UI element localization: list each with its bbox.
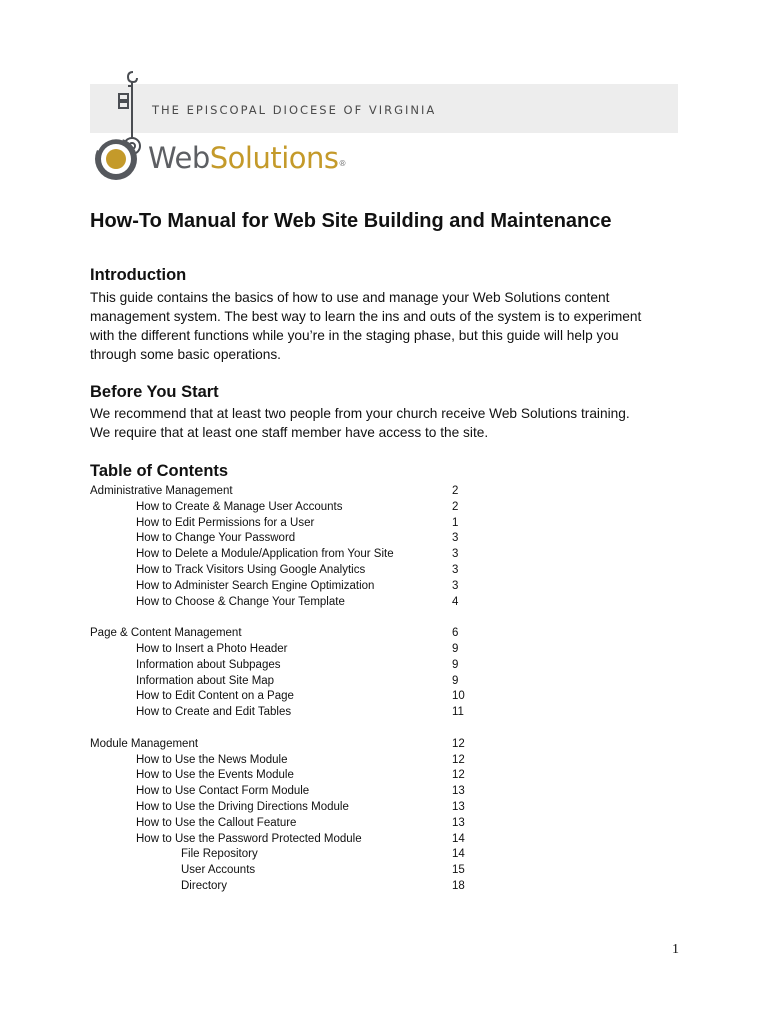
toc-label: How to Change Your Password bbox=[136, 532, 296, 545]
toc-label: How to Create and Edit Tables bbox=[136, 706, 292, 719]
toc-label: How to Use the Events Module bbox=[136, 769, 294, 782]
toc-entry bbox=[0, 767, 480, 783]
toc-label: Information about Subpages bbox=[136, 658, 281, 671]
logo-registered-mark: ® bbox=[338, 159, 346, 168]
intro-line: with the different functions while you’re in the staging phase, but this guide will help you bbox=[90, 328, 619, 343]
toc-label: How to Choose & Change Your Template bbox=[136, 595, 345, 608]
toc-entry bbox=[0, 704, 480, 720]
toc-label: Page & Content Management bbox=[90, 627, 242, 640]
toc-heading: Table of Contents bbox=[90, 462, 229, 480]
toc-label: How to Administer Search Engine Optimization bbox=[136, 579, 375, 592]
toc-label: How to Use Contact Form Module bbox=[136, 785, 310, 798]
toc-entry bbox=[0, 783, 480, 799]
toc-label: How to Edit Permissions for a User bbox=[136, 516, 315, 529]
toc-entry bbox=[0, 815, 480, 831]
toc-label: How to Delete a Module/Application from Your Site bbox=[136, 548, 394, 561]
before-you-start-text bbox=[90, 404, 690, 442]
toc-page-number: 1 bbox=[452, 516, 459, 529]
toc-label: How to Edit Content on a Page bbox=[136, 690, 294, 703]
toc-page-number: 13 bbox=[452, 816, 465, 829]
toc-label: Module Management bbox=[90, 737, 199, 750]
toc-entry bbox=[0, 641, 480, 657]
toc-page-number: 14 bbox=[452, 848, 465, 861]
toc-page-number: 4 bbox=[452, 595, 459, 608]
before-you-start-heading: Before You Start bbox=[90, 383, 219, 401]
toc-label: How to Use the Password Protected Module bbox=[136, 832, 362, 845]
websolutions-logo-icon bbox=[93, 136, 139, 182]
toc-entry bbox=[0, 515, 480, 531]
toc-entry bbox=[0, 546, 480, 562]
websolutions-logo bbox=[148, 140, 346, 176]
toc-entry bbox=[0, 499, 480, 515]
toc-page-number: 6 bbox=[452, 627, 459, 640]
page-number: 1 bbox=[672, 942, 679, 957]
toc-page-number: 12 bbox=[452, 769, 465, 782]
toc-entry bbox=[0, 530, 480, 546]
introduction-text bbox=[90, 288, 690, 364]
toc-entry bbox=[0, 862, 480, 878]
intro-line: through some basic operations. bbox=[90, 347, 281, 362]
toc-page-number: 9 bbox=[452, 674, 459, 687]
toc-entry bbox=[0, 878, 480, 894]
toc-section bbox=[0, 483, 480, 499]
toc-label: How to Use the Driving Directions Module bbox=[136, 801, 349, 813]
toc-page-number: 3 bbox=[452, 548, 459, 561]
page-title: How-To Manual for Web Site Building and Maintenance bbox=[90, 210, 612, 232]
toc-label: How to Create & Manage User Accounts bbox=[136, 500, 343, 513]
logo-web-text: Web bbox=[148, 141, 210, 175]
banner-text: THE EPISCOPAL DIOCESE OF VIRGINIA bbox=[152, 103, 437, 117]
intro-line: management system. The best way to learn the ins and outs of the system is to experiment bbox=[90, 309, 642, 324]
toc-label: File Repository bbox=[181, 848, 258, 861]
toc-page-number: 2 bbox=[452, 485, 459, 497]
byt-line: We recommend that at least two people from your church receive Web Solutions training. bbox=[90, 406, 630, 421]
toc-page-number: 13 bbox=[452, 801, 465, 813]
toc-entry bbox=[0, 752, 480, 768]
toc-page-number: 15 bbox=[452, 864, 465, 877]
toc-entry bbox=[0, 846, 480, 862]
toc-label: How to Insert a Photo Header bbox=[136, 643, 288, 655]
toc-entry bbox=[0, 799, 480, 815]
byt-line: We require that at least one staff member have access to the site. bbox=[90, 425, 489, 440]
toc-section bbox=[0, 625, 480, 641]
diocese-banner bbox=[90, 84, 678, 133]
toc-section bbox=[0, 736, 480, 752]
toc-label: How to Use the News Module bbox=[136, 753, 288, 766]
toc-label: How to Track Visitors Using Google Analytics bbox=[136, 564, 366, 576]
toc-label: How to Use the Callout Feature bbox=[136, 816, 297, 829]
toc-page-number: 12 bbox=[452, 737, 465, 750]
toc-page-number: 11 bbox=[452, 706, 464, 719]
toc-label: Information about Site Map bbox=[136, 674, 275, 687]
toc-entry bbox=[0, 657, 480, 673]
toc-page-number: 10 bbox=[452, 690, 465, 703]
toc-entry bbox=[0, 831, 480, 847]
toc-entry bbox=[0, 688, 480, 704]
toc-page-number: 3 bbox=[452, 564, 459, 576]
toc-page-number: 3 bbox=[452, 579, 459, 592]
toc-page-number: 3 bbox=[452, 532, 459, 545]
logo-solutions-text: Solutions bbox=[209, 141, 339, 175]
toc-page-number: 12 bbox=[452, 753, 465, 766]
toc-label: User Accounts bbox=[181, 864, 256, 877]
toc-label: Administrative Management bbox=[90, 485, 233, 497]
intro-line: This guide contains the basics of how to use and manage your Web Solutions content bbox=[90, 290, 610, 305]
toc-entry bbox=[0, 673, 480, 689]
toc-page-number: 13 bbox=[452, 785, 465, 798]
introduction-heading: Introduction bbox=[90, 266, 187, 284]
toc-page-number: 9 bbox=[452, 643, 459, 655]
toc-page-number: 14 bbox=[452, 832, 465, 845]
toc-entry bbox=[0, 562, 480, 578]
toc-entry bbox=[0, 578, 480, 594]
toc-page-number: 9 bbox=[452, 658, 459, 671]
toc-entry bbox=[0, 594, 480, 610]
toc-label: Directory bbox=[181, 880, 228, 892]
toc-page-number: 2 bbox=[452, 500, 459, 513]
toc-page-number: 18 bbox=[452, 880, 465, 892]
